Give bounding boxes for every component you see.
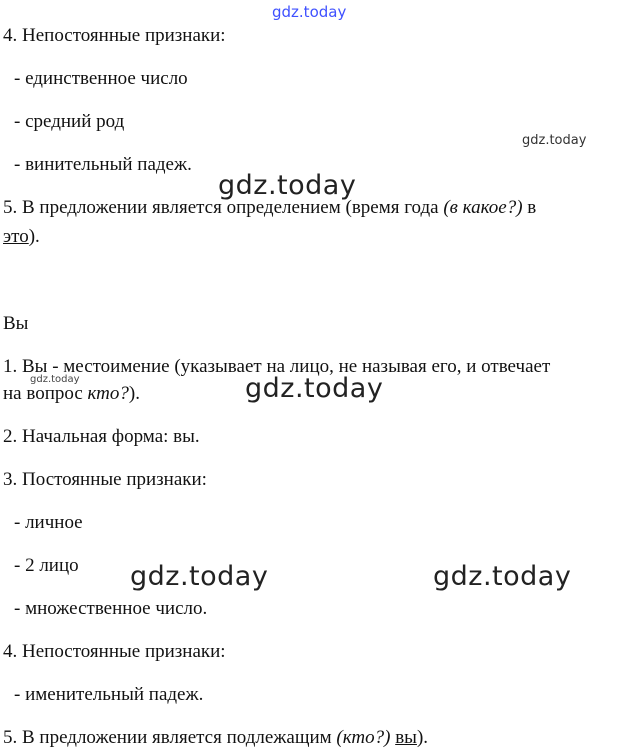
section2-item3-value-person: - 2 лицо (14, 555, 79, 576)
section1-item5-prefix: 5. В предложении является определением (время года (3, 197, 444, 218)
section1-item4-value-case: - винительный падеж. (14, 154, 192, 175)
section1-item5-line2 (3, 226, 40, 248)
section1-item5-target-word: это (3, 226, 29, 247)
section2-item1-prefix: на вопрос (3, 383, 88, 404)
watermark-right: gdz.today (522, 133, 587, 148)
watermark-top: gdz.today (272, 3, 347, 21)
watermark-center-middle: gdz.today (245, 373, 384, 404)
watermark-tiny: gdz.today (30, 374, 80, 385)
section2-item5-question: (кто?) (336, 727, 391, 748)
section2-word: Вы (3, 313, 29, 334)
section1-item4-value-gender: - средний род (14, 111, 125, 132)
watermark-lower-left: gdz.today (130, 561, 269, 592)
section1-item5-line1 (3, 197, 536, 219)
section2-item5-target-word: вы (395, 727, 417, 748)
section2-item1-question: кто? (87, 383, 129, 404)
section2-item3-title: 3. Постоянные признаки: (3, 469, 207, 490)
section1-item5-line2-suffix: ). (28, 226, 40, 247)
section2-item5 (3, 727, 428, 749)
section1-item5-suffix: в (522, 197, 537, 218)
section1-item5-question: (в какое?) (443, 197, 523, 218)
section1-item4-title: 4. Непостоянные признаки: (3, 25, 226, 46)
section2-item5-suffix: ). (416, 727, 429, 748)
watermark-center-upper: gdz.today (218, 170, 357, 201)
section2-item5-prefix: 5. В предложении является подлежащим (3, 727, 337, 748)
section2-item2: 2. Начальная форма: вы. (3, 426, 200, 447)
section2-item4-title: 4. Непостоянные признаки: (3, 641, 226, 662)
section2-item4-value-case: - именительный падеж. (14, 684, 204, 705)
section2-item1-suffix: ). (128, 383, 140, 404)
watermark-lower-right: gdz.today (433, 561, 572, 592)
section2-item1-line1: 1. Вы - местоимение (указывает на лицо, не называя его, и отвечает (3, 356, 551, 377)
section2-item3-value-personal: - личное (14, 512, 83, 533)
section1-item4-value-number: - единственное число (14, 68, 188, 89)
section2-item1-line2 (3, 383, 140, 405)
section2-item3-value-number: - множественное число. (14, 598, 208, 619)
